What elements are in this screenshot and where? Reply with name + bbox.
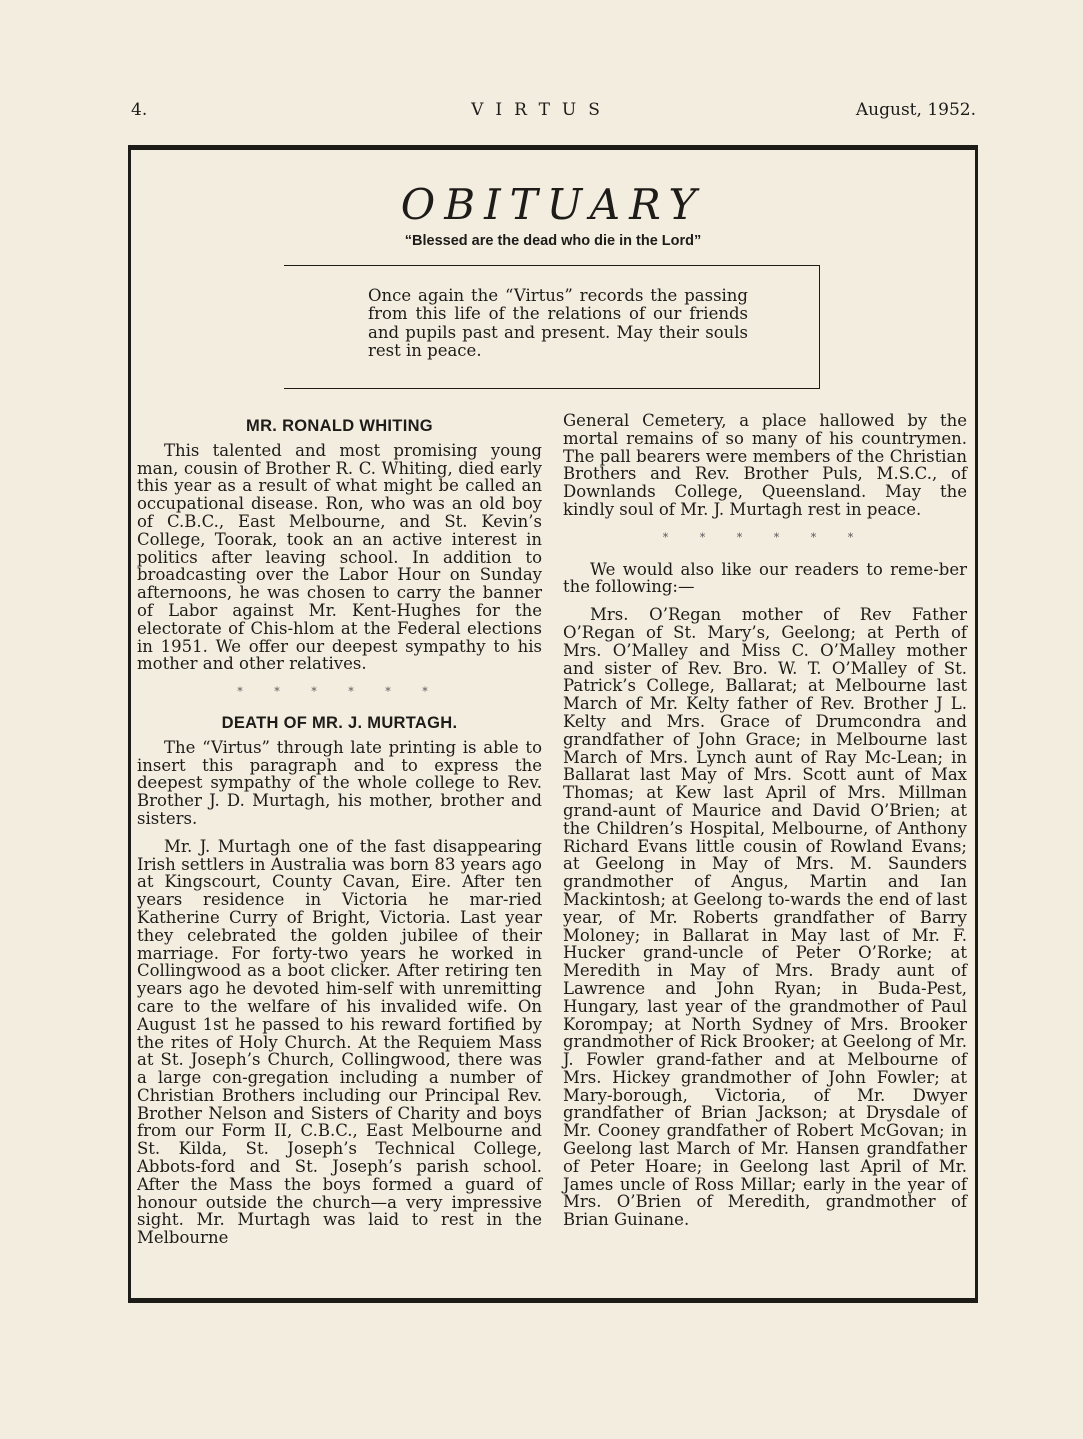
page-number: 4.: [131, 100, 148, 120]
remember-intro: We would also like our readers to reme-ber the following:—: [563, 559, 967, 597]
whiting-body: This talented and most promising young man, cousin of Brother R. C. Whiting, died early this year as a result of what might be called an occupational disease. Ron, who was an old boy of C.B.C., East Melbourne, and St. Kevin’s College, Toorak, took an an active interest in politics after leaving school. In addition to broadcasting over the Labor Hour on Sunday afternoons, he was chosen to carry the banner of Labor against Mr. Kent-Hughes for the electorate of Chis-hlom at the Federal elections in 1951. We offer our deepest sympathy to his mother and other relatives.: [137, 440, 542, 674]
murtagh-para-1: The “Virtus” through late printing is able to insert this paragraph and to express the deepest sympathy of the whole college to Rev. Brother J. D. Murtagh, his mother, brother and sisters.: [137, 737, 542, 828]
murtagh-para-2: Mr. J. Murtagh one of the fast disappearing Irish settlers in Australia was born 83 years ago at Kingscourt, County Cavan, Eire. After ten years residence in Victoria he mar-ried Katherine Curry of Bright, Victoria. Last year they celebrated the golden jubilee of their marriage. For forty-two years he worked in Collingwood as a boot clicker. After retiring ten years ago he devoted him-self with unremitting care to the welfare of his invalided wife. On August 1st he passed to his reward fortified by the rites of Holy Church. At the Requiem Mass at St. Joseph’s Church, Collingwood, there was a large con-gregation including a number of Christian Brothers including our Principal Rev. Brother Nelson and Sisters of Charity and boys from our Form II, C.B.C., East Melbourne and St. Kilda, St. Joseph’s Technical College, Abbots-ford and St. Joseph’s parish school. After the Mass the boys formed a guard of honour outside the church—a very impressive sight. Mr. Murtagh was laid to rest in the Melbourne: [137, 836, 542, 1248]
murtagh-heading: DEATH OF MR. J. MURTAGH.: [221, 713, 458, 732]
murtagh-continued: General Cemetery, a place hallowed by the mortal remains of so many of his countrymen. The pall bearers were members of the Christian Brothers and Rev. Brother Puls, M.S.C., of Downlands College, Queensland. May the kindly soul of Mr. J. Murtagh rest in peace.: [563, 411, 967, 519]
page-title: OBITUARY: [400, 180, 706, 229]
right-column: [563, 412, 967, 1239]
intro-box: [284, 265, 820, 389]
remember-list: Mrs. O’Regan mother of Rev Father O’Regan of St. Mary’s, Geelong; at Perth of Mrs. O’Malley and Miss C. O’Malley mother and sister of Rev. Bro. W. T. O’Malley of St. Patrick’s College, Ballarat; at Melbourne last March of Mr. Kelty father of Rev. Brother J L. Kelty and Mrs. Grace of Drumcondra and grandfather of John Grace; in Melbourne last March of Mrs. Lynch aunt of Ray Mc-Lean; in Ballarat last May of Mrs. Scott aunt of Max Thomas; at Kew last April of Mrs. Millman grand-aunt of Maurice and David O’Brien; at the Children’s Hospital, Melbourne, of Anthony Richard Evans little cousin of Rowland Evans; at Geelong in May of Mrs. M. Saunders grandmother of Angus, Martin and Ian Mackintosh; at Geelong to-wards the end of last year, of Mr. Roberts grandfather of Barry Moloney; in Ballarat in May last of Mr. F. Hucker grand-uncle of Peter O’Rorke; at Meredith in May of Mrs. Brady aunt of Lawrence and John Ryan; in Buda-Pest, Hungary, last year of the grandmother of Paul Korompay; at North Sydney of Mrs. Brooker grandmother of Rick Brooker; at Geelong of Mr. J. Fowler grand-father and at Melbourne of Mrs. Hickey grandmother of John Fowler; at Mary-borough, Victoria, of Mr. Dwyer grandfather of Brian Jackson; at Drysdale of Mr. Cooney grandfather of Robert McGovan; in Geelong last March of Mr. Hansen grandfather of Peter Hoare; in Geelong last April of Mr. James uncle of Ross Millar; early in the year of Mrs. O’Brien of Meredith, grandmother of Brian Guinane.: [563, 605, 967, 1230]
intro-text: Once again the “Virtus” records the passing from this life of the relations of our friends and pupils past and present. May their souls rest in peace.: [368, 286, 748, 361]
magazine-name: VIRTUS: [471, 100, 612, 120]
issue-date: August, 1952.: [855, 100, 976, 120]
subtitle-quote: “Blessed are the dead who die in the Lord”: [404, 233, 702, 249]
running-header: [0, 100, 1083, 126]
whiting-heading: MR. RONALD WHITING: [246, 417, 433, 435]
section-separator-2: * * * * * *: [662, 530, 868, 544]
section-separator: * * * * * *: [237, 685, 442, 699]
left-column: [137, 412, 542, 1257]
